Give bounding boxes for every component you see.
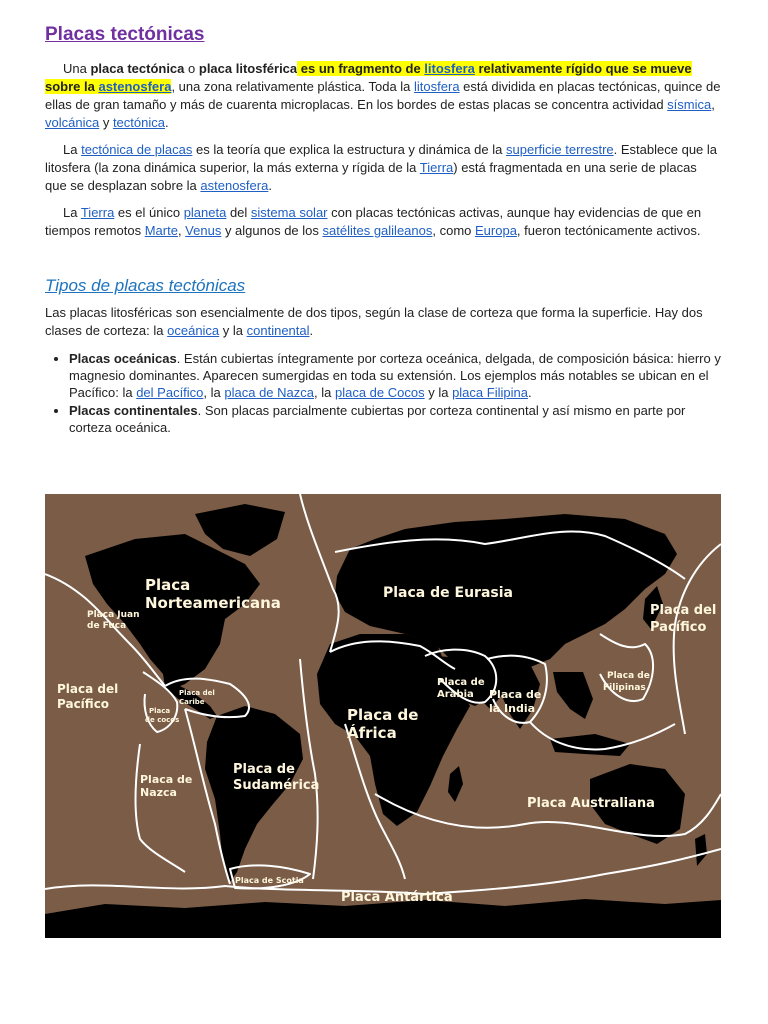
text: Las placas litosféricas son esencialmente de dos tipos, según la clase de corteza que forma la superficie. Hay dos clases de corteza: la xyxy=(45,305,703,338)
text: . Están cubiertas íntegramente por corteza oceánica, delgada, de composición básica: hierro y magnesio dominantes. Aparecen sumergidas en toda su extensión. Los ejemplos más notables se ubican en el Pacífico: la xyxy=(69,351,721,400)
label-africa: Placa de xyxy=(347,706,419,724)
text: . xyxy=(268,178,272,193)
link-tierra[interactable]: Tierra xyxy=(419,160,454,175)
link-satelites-galileanos[interactable]: satélites galileanos xyxy=(322,223,433,238)
bold-term: placa litosférica xyxy=(198,61,298,76)
label-cocos: de cocos xyxy=(145,716,180,724)
label-arabia: Placa de xyxy=(437,677,485,688)
link-superficie-terrestre[interactable]: superficie terrestre xyxy=(506,142,614,157)
label-cocos: Placa xyxy=(149,707,171,715)
label-australiana: Placa Australiana xyxy=(527,796,655,811)
paragraph-planets xyxy=(45,204,721,240)
tectonic-plates-map xyxy=(45,494,721,938)
plate-types-list xyxy=(45,350,721,436)
text: , la xyxy=(314,385,335,400)
text: ) está fragmentada en una serie de placas que se desplazan sobre la xyxy=(45,160,697,193)
text: , la xyxy=(203,385,225,400)
link-tectonica-de-placas[interactable]: tectónica de placas xyxy=(81,142,193,157)
page-title: Placas tectónicas xyxy=(45,24,205,45)
label-pacifico-west: Placa del xyxy=(57,682,119,696)
label-juan-de-fuca: de Fuca xyxy=(87,621,127,631)
link-astenosfera[interactable]: astenosfera xyxy=(98,79,172,94)
document-page xyxy=(45,24,721,437)
label-pacifico-east: Pacífico xyxy=(650,620,707,635)
label-eurasia: Placa de Eurasia xyxy=(383,585,513,601)
link-europa[interactable]: Europa xyxy=(475,223,517,238)
label-africa: África xyxy=(347,724,397,742)
label-nazca: Nazca xyxy=(140,786,177,799)
label-pacifico-east: Placa del xyxy=(650,603,717,618)
label-arabia: Arabia xyxy=(437,689,474,700)
text: . xyxy=(164,115,169,130)
link-planeta[interactable]: planeta xyxy=(183,205,227,220)
link-placa-de-cocos[interactable]: placa de Cocos xyxy=(334,385,425,400)
text: . xyxy=(527,385,532,400)
label-caribe: Caribe xyxy=(179,698,205,706)
label-caribe: Placa del xyxy=(179,689,215,697)
text: . xyxy=(309,323,314,338)
text: La xyxy=(63,142,82,157)
text: con placas tectónicas activas, aunque hay evidencias de que en tiempos remotos xyxy=(45,205,702,238)
text: es el único xyxy=(114,205,184,220)
link-tectonica[interactable]: tectónica xyxy=(112,115,165,130)
text: , xyxy=(177,223,186,238)
text: Una xyxy=(63,61,91,76)
link-marte[interactable]: Marte xyxy=(144,223,178,238)
link-sistema-solar[interactable]: sistema solar xyxy=(250,205,328,220)
link-placa-filipina[interactable]: placa Filipina xyxy=(452,385,528,400)
label-india: la India xyxy=(489,702,536,715)
text: del xyxy=(226,205,251,220)
link-volcanica[interactable]: volcánica xyxy=(45,115,100,130)
text: , fueron tectónicamente activos. xyxy=(516,223,701,238)
link-oceanica[interactable]: oceánica xyxy=(167,323,220,338)
label-sudamerica: Sudamérica xyxy=(233,778,320,793)
map-svg xyxy=(45,494,721,938)
label-filipinas: Filipinas xyxy=(603,683,646,693)
label-antartica: Placa Antártica xyxy=(341,890,453,905)
label-pacifico-west: Pacífico xyxy=(57,697,110,711)
label-juan-de-fuca: Placa Juan xyxy=(87,610,140,620)
link-litosfera[interactable]: litosfera xyxy=(424,61,475,76)
label-india: Placa de xyxy=(489,688,542,701)
bold-term: Placas oceánicas xyxy=(69,351,177,366)
link-placa-de-nazca[interactable]: placa de Nazca xyxy=(224,385,314,400)
label-nazca: Placa de xyxy=(140,773,193,786)
highlight-text: relativamente rígido que se mueve sobre la xyxy=(45,61,692,94)
text: La xyxy=(63,205,81,220)
text: está dividida en placas tectónicas, quince de ellas de gran tamaño y más de cuarenta microplacas. En los bordes de estas placas se concentra actividad xyxy=(45,79,721,112)
link-astenosfera[interactable]: astenosfera xyxy=(200,178,269,193)
text: o xyxy=(184,61,199,76)
link-venus[interactable]: Venus xyxy=(185,223,222,238)
label-norteamericana: Norteamericana xyxy=(145,594,281,612)
text: y xyxy=(99,115,113,130)
text: es la teoría que explica la estructura y dinámica de la xyxy=(192,142,506,157)
label-filipinas: Placa de xyxy=(607,671,650,681)
text: y algunos de los xyxy=(221,223,323,238)
link-litosfera[interactable]: litosfera xyxy=(414,79,460,94)
label-sudamerica: Placa de xyxy=(233,762,295,777)
text: . Establece que la litosfera (la zona dinámica superior, la más externa y rígida de la xyxy=(45,142,718,175)
paragraph-theory xyxy=(45,141,721,195)
label-scotia: Placa de Scotia xyxy=(235,876,304,885)
link-sismica[interactable]: sísmica xyxy=(667,97,712,112)
text: y la xyxy=(424,385,453,400)
link-continental[interactable]: continental xyxy=(246,323,310,338)
list-item-oceanic xyxy=(69,350,721,401)
text: . Son placas parcialmente cubiertas por corteza continental y así mismo en parte por corteza oceánica. xyxy=(69,403,686,435)
highlight-text: es un fragmento de xyxy=(297,61,425,76)
bold-term: placa tectónica xyxy=(90,61,185,76)
text: , como xyxy=(432,223,475,238)
section-title: Tipos de placas tectónicas xyxy=(45,276,246,295)
link-del-pacifico[interactable]: del Pacífico xyxy=(136,385,204,400)
bold-term: Placas continentales xyxy=(69,403,198,418)
list-item-continental xyxy=(69,402,721,436)
link-tierra[interactable]: Tierra xyxy=(80,205,115,220)
paragraph-types xyxy=(45,304,721,340)
paragraph-definition xyxy=(45,60,721,132)
text: , xyxy=(711,97,715,112)
text: , una zona relativamente plástica. Toda la xyxy=(171,79,415,94)
label-norteamericana: Placa xyxy=(145,576,191,594)
text: y la xyxy=(219,323,247,338)
